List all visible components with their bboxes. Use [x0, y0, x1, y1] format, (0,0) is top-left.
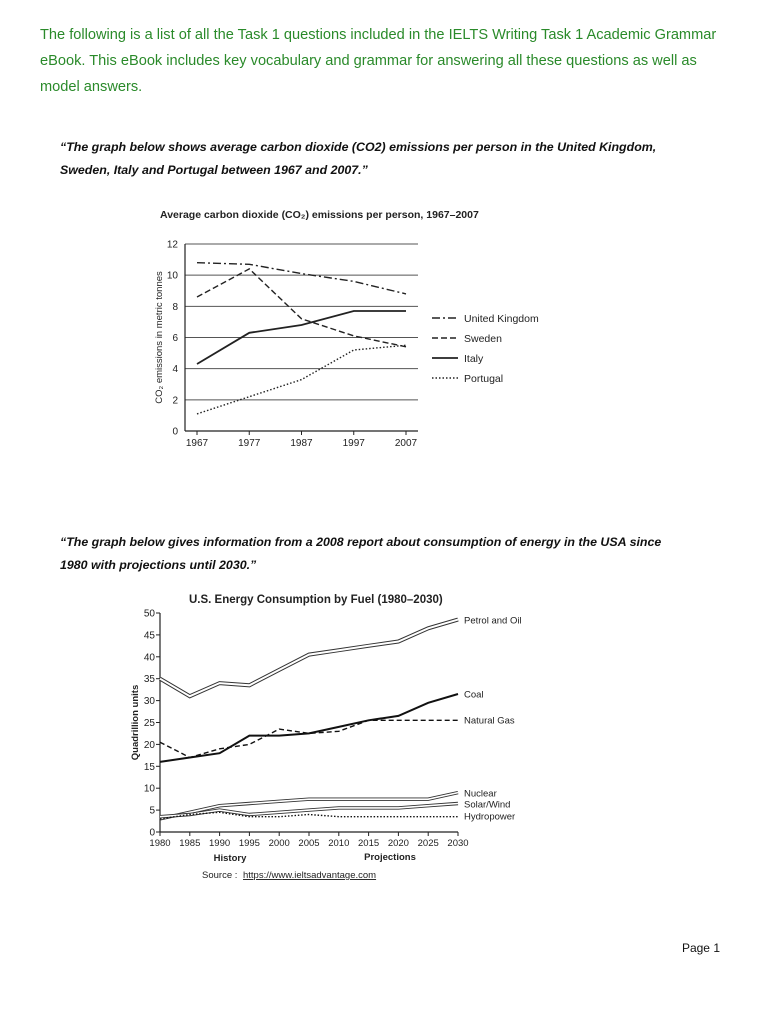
page-number: Page 1: [681, 941, 720, 955]
projections-label: Projections: [364, 852, 416, 863]
series-label-natural-gas: Natural Gas: [464, 715, 515, 727]
x-tick-label: 1985: [179, 838, 201, 849]
history-label: History: [213, 853, 247, 864]
chart-title: U.S. Energy Consumption by Fuel (1980–2030): [189, 594, 443, 606]
series-line-portugal: [197, 345, 406, 414]
us-energy-chart: [120, 583, 560, 888]
y-axis-label: CO₂ emissions in metric tonnes: [154, 271, 165, 404]
series-label-hydropower: Hydropower: [464, 811, 516, 823]
chart-title: Average carbon dioxide (CO₂) emissions per person, 1967–2007: [160, 209, 479, 221]
series-line-petrol-and-oil: [160, 620, 458, 697]
series-line-petrol-and-oil-outline: [160, 620, 458, 697]
series-line-petrol-and-oil-inner: [160, 620, 458, 697]
series-label-petrol-and-oil: Petrol and Oil: [464, 615, 522, 627]
question-co2: “The graph below shows average carbon dioxide (CO2) emissions per person in the United Kingdom, Sweden, Italy and Portugal between 1967 and 2007.”: [60, 140, 657, 177]
y-tick-label: 15: [143, 761, 155, 773]
y-tick-label: 10: [143, 783, 155, 795]
series-line-sweden: [197, 269, 406, 347]
legend-label-italy: Italy: [464, 353, 484, 365]
y-tick-label: 6: [172, 333, 178, 344]
x-tick-label: 2007: [394, 438, 418, 449]
y-tick-label: 0: [172, 426, 178, 438]
x-tick-label: 2030: [447, 838, 469, 849]
y-tick-label: 10: [166, 270, 178, 282]
series-label-nuclear: Nuclear: [464, 788, 497, 800]
y-tick-label: 12: [166, 239, 178, 251]
y-tick-label: 30: [143, 696, 155, 708]
x-tick-label: 1980: [149, 838, 171, 849]
legend-label-portugal: Portugal: [464, 373, 504, 385]
x-tick-label: 2005: [298, 838, 320, 849]
question-us-energy: “The graph below gives information from a 2008 report about consumption of energy in the USA since 1980 with projections until 2030.”: [60, 535, 662, 572]
x-tick-label: 1987: [290, 438, 313, 449]
series-line-united-kingdom: [197, 263, 406, 294]
y-tick-label: 25: [143, 718, 155, 729]
series-line-natural-gas: [160, 720, 458, 757]
y-tick-label: 2: [172, 395, 178, 407]
x-tick-label: 2000: [268, 838, 290, 849]
series-line-coal: [160, 694, 458, 762]
y-tick-label: 35: [143, 674, 155, 686]
co2-emissions-chart: [140, 196, 580, 461]
intro-paragraph: The following is a list of all the Task 1 questions included in the IELTS Writing Task 1 Academic Grammar eBook. This eBook includes key vocabulary and grammar for answering all these questions as well as model answers.: [40, 27, 717, 95]
y-tick-label: 40: [143, 652, 155, 664]
y-axis-label: Quadrillion units: [130, 684, 141, 761]
y-tick-label: 50: [143, 608, 155, 620]
x-tick-label: 1997: [342, 438, 365, 449]
source-label: Source :: [202, 870, 238, 881]
x-tick-label: 1990: [209, 838, 231, 849]
y-tick-label: 4: [172, 364, 178, 376]
y-tick-label: 5: [149, 805, 155, 817]
x-tick-label: 2015: [358, 838, 380, 849]
x-tick-label: 2010: [328, 838, 350, 849]
x-tick-label: 1977: [238, 438, 261, 449]
series-label-coal: Coal: [464, 689, 484, 701]
y-tick-label: 0: [149, 827, 155, 839]
x-tick-label: 1995: [238, 838, 260, 849]
legend-label-sweden: Sweden: [464, 333, 502, 345]
legend-label-united-kingdom: United Kingdom: [464, 313, 539, 325]
x-tick-label: 2020: [387, 838, 409, 849]
x-tick-label: 2025: [417, 838, 439, 849]
series-label-solar-wind: Solar/Wind: [464, 799, 511, 811]
y-tick-label: 8: [172, 301, 178, 313]
y-tick-label: 45: [143, 630, 155, 642]
x-tick-label: 1967: [185, 438, 209, 449]
source-link: https://www.ieltsadvantage.com: [243, 870, 377, 881]
y-tick-label: 20: [143, 739, 155, 751]
